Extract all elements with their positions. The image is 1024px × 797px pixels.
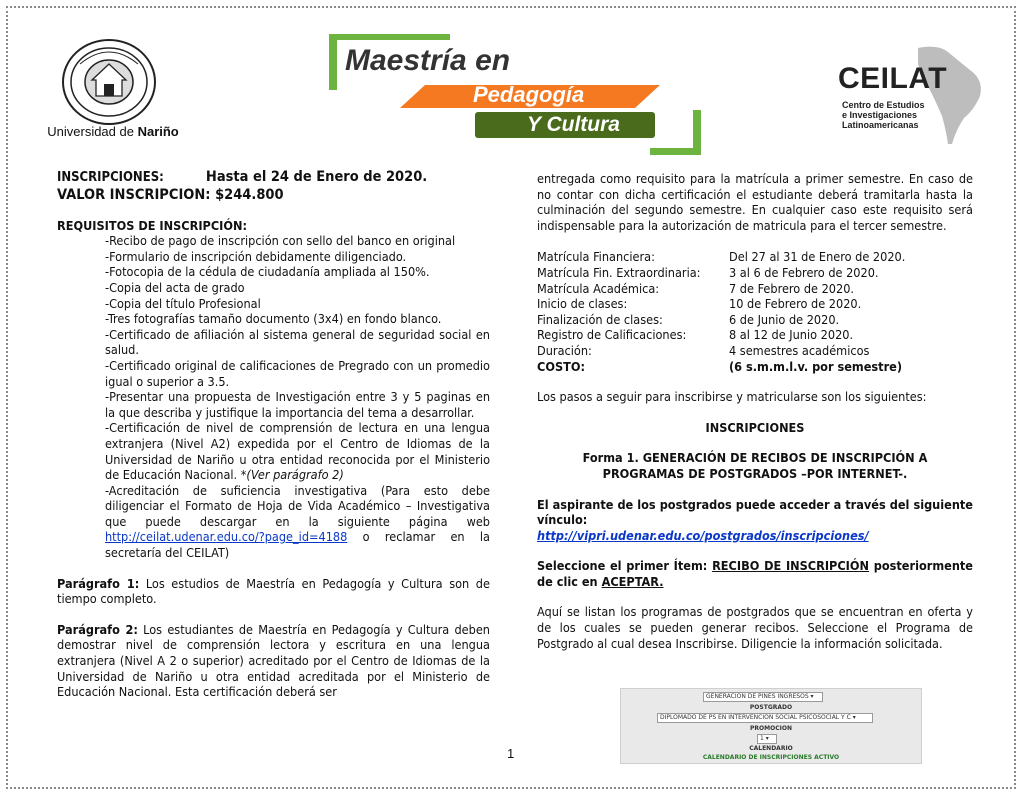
schedule-value: (6 s.m.m.l.v. por semestre) — [729, 358, 903, 374]
table-row — [537, 296, 973, 312]
seleccione-text — [537, 558, 973, 589]
section-heading: INSCRIPCIONES — [705, 419, 805, 435]
list-item: -Recibo de pago de inscripción con sello del banco en original — [105, 233, 456, 249]
ceilat-full-2: e Investigaciones — [842, 110, 918, 120]
aceptar-ref: ACEPTAR. — [601, 573, 664, 589]
select-3-value: 1 — [760, 735, 764, 742]
continuation-text: entregada como requisito para la matrícula a primer semestre. En caso de no contar con dicha certificación el estudiante deberá tramitarla hasta la culminación del segundo semestre. En cualquier caso este requisito será indispensable para la autorización de matricula para el tercer semestre. — [537, 171, 973, 233]
calendario-value: CALENDARIO DE INSCRIPCIONES ACTIVO — [702, 754, 840, 761]
schedule-key: Inicio de clases: — [537, 296, 628, 312]
title-line2: Pedagogía — [473, 82, 585, 107]
list-item: -Certificado original de calificaciones de Pregrado con un promedio igual o superior a 3.5. — [105, 357, 490, 389]
table-row — [537, 359, 973, 375]
label-postgrado: POSTGRADO — [749, 704, 793, 711]
university-name: Universidad de — [47, 124, 138, 139]
list-item-tail: o reclamar en la secretaría del CEILAT) — [105, 529, 490, 561]
schedule-key: Finalización de clases: — [537, 311, 663, 327]
label-calendario: CALENDARIO — [749, 745, 793, 752]
schedule-key: Matrícula Fin. Extraordinaria: — [537, 264, 701, 280]
inscripciones-value: Hasta el 24 de Enero de 2020. — [205, 169, 428, 185]
table-row — [537, 265, 973, 281]
ceilat-acronym: CEILAT — [838, 62, 948, 95]
university-name-bold: Nariño — [137, 124, 179, 139]
vipri-link[interactable]: http://vipri.udenar.edu.co/postgrados/inscripciones/ — [537, 527, 869, 543]
table-row — [537, 281, 973, 297]
schedule-key: Registro de Calificaciones: — [537, 327, 687, 343]
university-seal-icon — [60, 38, 158, 126]
left-column — [57, 170, 490, 700]
seleccione-part-1: Seleccione el primer Ítem: — [537, 558, 708, 574]
schedule-value: Del 27 al 31 de Enero de 2020. — [729, 249, 906, 265]
list-item: -Copia del acta de grado — [105, 279, 245, 295]
schedule-table — [537, 249, 973, 374]
aqui-text: Aquí se listan los programas de postgrados que se encuentran en oferta y de los cuales se pueden generar recibos. Seleccione el Programa de Postgrado al cual desea Inscribirse. Diligencie la información solicitada. — [537, 604, 973, 651]
schedule-value: 3 al 6 de Febrero de 2020. — [729, 264, 879, 280]
list-item-text: -Acreditación de suficiencia investigativa (Para esto debe diligenciar el Formato de Hoja de Vida Académico – Investigativa que puede descargar en la siguiente página web — [105, 482, 490, 529]
ceilat-logo — [838, 40, 998, 150]
list-item: -Fotocopia de la cédula de ciudadanía ampliada al 150%. — [105, 264, 430, 280]
form-select-2[interactable]: DIPLOMADO DE PS EN INTERVENCION SOCIAL PSICOSOCIAL Y C ▾ — [657, 713, 873, 723]
recibo-inscripcion-ref: RECIBO DE INSCRIPCIÓN — [712, 558, 869, 574]
list-item: -Copia del título Profesional — [105, 295, 261, 311]
paragrafo-1-text: Los estudios de Maestría en Pedagogía y Cultura son de tiempo completo. — [57, 575, 490, 607]
schedule-value: 10 de Febrero de 2020. — [729, 296, 862, 312]
requisitos-heading: REQUISITOS DE INSCRIPCIÓN: — [57, 217, 248, 233]
university-logo — [38, 38, 188, 143]
aspirante-text: El aspirante de los postgrados puede acceder a través del siguiente vínculo: — [537, 496, 973, 528]
list-item — [105, 483, 490, 561]
valor-value: $244.800 — [215, 186, 284, 203]
schedule-key: Matrícula Financiera: — [537, 249, 655, 265]
title-banner — [325, 30, 705, 160]
table-row — [537, 343, 973, 359]
steps-intro: Los pasos a seguir para inscribirse y matricularse son los siguientes: — [537, 389, 927, 405]
list-item: -Formulario de inscripción debidamente diligenciado. — [105, 248, 407, 264]
valor-line — [57, 186, 490, 204]
paragrafo-2 — [57, 622, 490, 700]
list-item: -Tres fotografías tamaño documento (3x4) en fondo blanco. — [105, 311, 442, 327]
schedule-key: COSTO: — [537, 358, 585, 374]
requisitos-list — [57, 233, 490, 560]
right-column — [537, 171, 973, 651]
select-2-value: DIPLOMADO DE PS EN INTERVENCION SOCIAL PSICOSOCIAL Y C — [660, 714, 851, 721]
schedule-value: 8 al 12 de Junio 2020. — [729, 327, 854, 343]
ceilat-page-link[interactable]: http://ceilat.udenar.edu.co/?page_id=4188 — [105, 529, 348, 545]
valor-label: VALOR INSCRIPCION: — [57, 186, 211, 203]
page-number: 1 — [507, 746, 515, 761]
title-line3: Y Cultura — [527, 113, 620, 136]
list-item: -Presentar una propuesta de Investigación entre 3 y 5 paginas en la que describa y justifique la importancia del tema a desarrollar. — [105, 389, 490, 420]
form-select-1[interactable]: GENERACIÓN DE PINES INGRESOS ▾ — [703, 692, 823, 702]
vipri-link-line — [537, 528, 973, 544]
table-row — [537, 327, 973, 343]
ceilat-full-1: Centro de Estudios — [842, 100, 925, 110]
schedule-value: 6 de Junio de 2020. — [729, 311, 840, 327]
table-row — [537, 312, 973, 328]
paragrafo-2-text: Los estudiantes de Maestría en Pedagogía y Cultura deben demostrar nivel de comprensión lectora y escritura en una lengua extranjera (Nivel A 2 o superior) acreditado por el Centro de Idiomas de la Universidad de Nariño u otra entidad acreditada por el Ministerio de Educación Nacional. Esta certificación deberá ser — [57, 621, 490, 700]
label-promocion: PROMOCION — [750, 725, 792, 732]
inscripciones-line — [57, 170, 490, 186]
list-item: -Certificado de afiliación al sistema general de seguridad social en salud. — [105, 326, 490, 358]
paragrafo-2-label: Parágrafo 2: — [57, 621, 138, 637]
list-item — [105, 420, 490, 482]
schedule-key: Matrícula Académica: — [537, 280, 660, 296]
forma-1-heading: Forma 1. GENERACIÓN DE RECIBOS DE INSCRIPCIÓN A PROGRAMAS DE POSTGRADOS –POR INTERNET-. — [582, 450, 928, 481]
ceilat-full-3: Latinoamericanas — [842, 120, 919, 130]
paragrafo-1-label: Parágrafo 1: — [57, 575, 140, 591]
list-item-text: -Certificación de nivel de comprensión de lectura en una lengua extranjera (Nivel A2) expedida por el Centro de Idiomas de la Universidad de Nariño u otra entidad reconocida por el Ministerio de Educación Nacional. — [105, 420, 490, 483]
form-screenshot — [620, 688, 922, 764]
select-1-value: GENERACIÓN DE PINES INGRESOS — [706, 693, 809, 700]
table-row — [537, 249, 973, 265]
schedule-value: 4 semestres académicos — [729, 342, 870, 358]
seleccione-part-3: posteriormente de clic en — [537, 558, 973, 589]
inscripciones-label: INSCRIPCIONES: — [57, 170, 164, 185]
paragrafo-1 — [57, 576, 490, 607]
form-select-3[interactable]: 1 ▾ — [757, 734, 777, 744]
list-item-note: *(Ver parágrafo 2) — [240, 467, 344, 483]
title-line1: Maestría en — [345, 44, 511, 77]
schedule-key: Duración: — [537, 342, 592, 358]
schedule-value: 7 de Febrero de 2020. — [729, 280, 855, 296]
